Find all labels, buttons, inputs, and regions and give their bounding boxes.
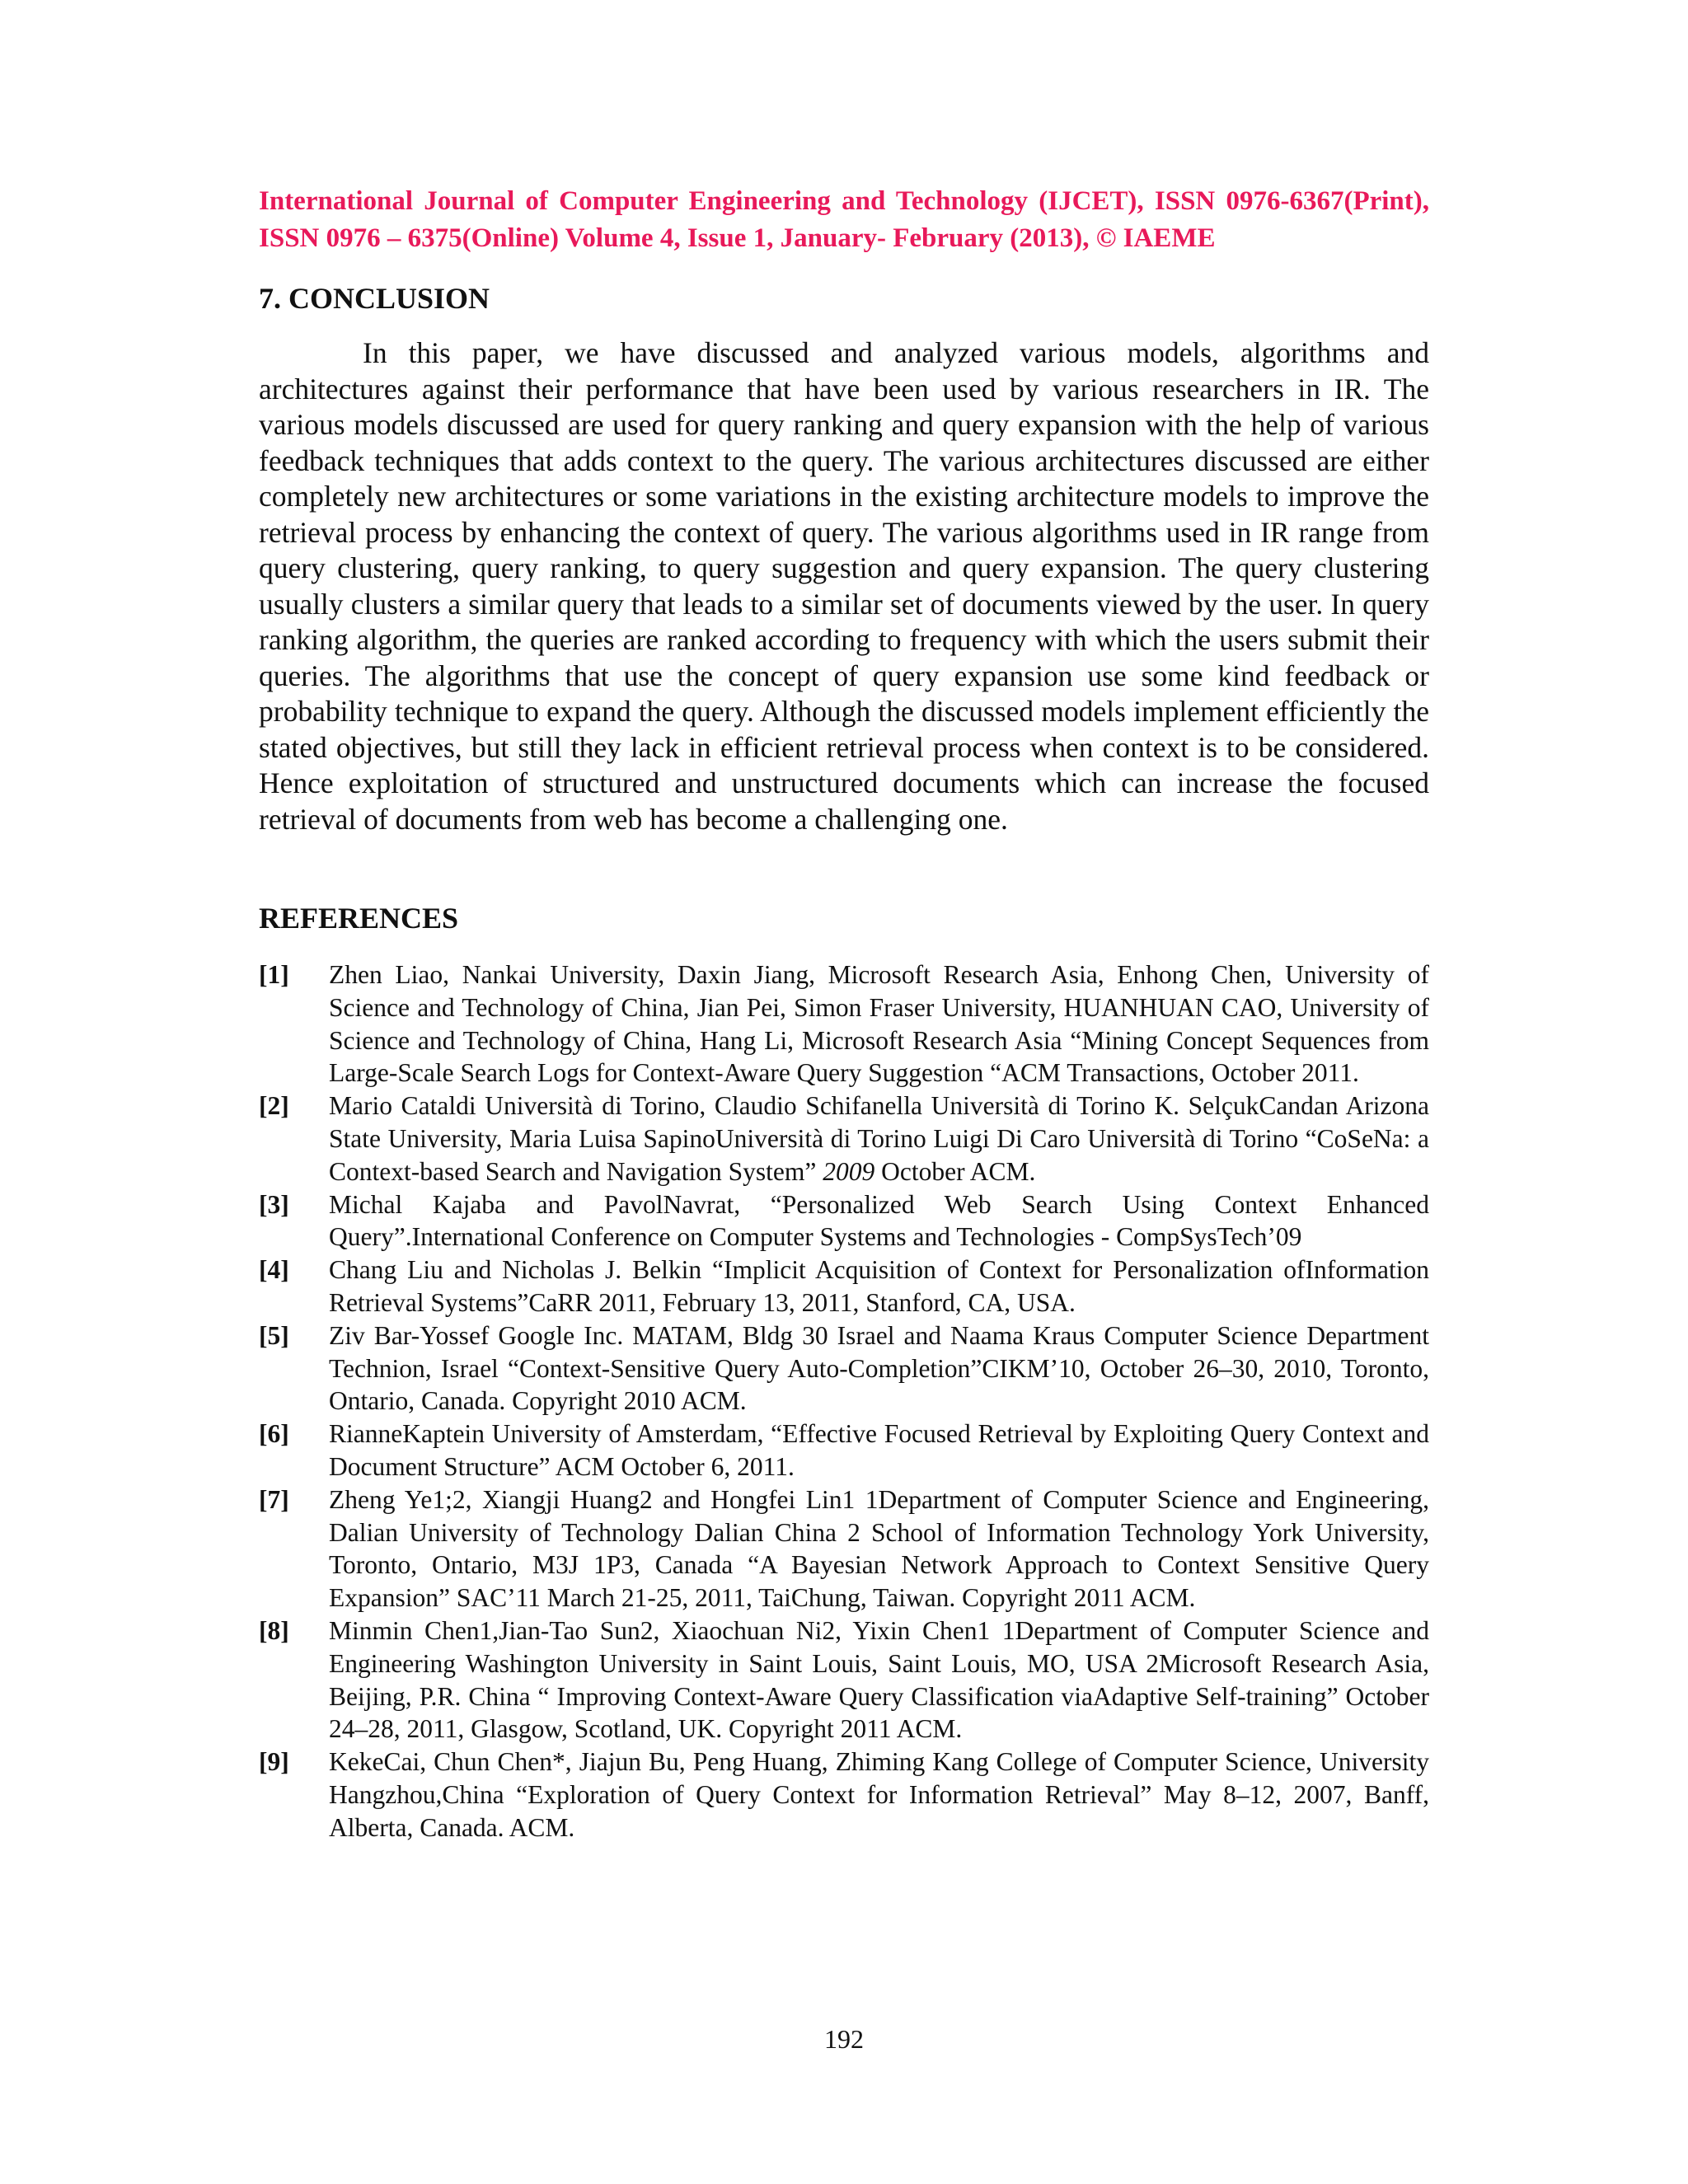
reference-text: Zhen Liao, Nankai University, Daxin Jiang, Microsoft Research Asia, Enhong Chen, University of Science and Technology of China, Jian Pei, Simon Fraser University, HUANHUAN CAO, University of Science and Technology of China, Hang Li, Microsoft Research Asia “Mining Concept Sequences from Large-Scale Search Logs for Context-Aware Query Suggestion “ACM Transactions, October 2011.: [329, 960, 1429, 1088]
conclusion-paragraph: In this paper, we have discussed and analyzed various models, algorithms and architectures against their performance that have been used by various researchers in IR. The various models discussed are used for query ranking and query expansion with the help of various feedback techniques that adds context to the query. The various architectures discussed are either completely new architectures or some variations in the existing architecture models to improve the retrieval process by enhancing the context of query. The various algorithms used in IR range from query clustering, query ranking, to query suggestion and query expansion. The query clustering usually clusters a similar query that leads to a similar set of documents viewed by the user. In query ranking algorithm, the queries are ranked according to frequency with which the users submit their queries. The algorithms that use the concept of query expansion use some kind feedback or probability technique to expand the query. Although the discussed models implement efficiently the stated objectives, but still they lack in efficient retrieval process when context is to be considered. Hence exploitation of structured and unstructured documents which can increase the focused retrieval of documents from web has become a challenging one.: [259, 336, 1429, 836]
page-number: 192: [824, 2024, 864, 2054]
reference-text-tail: October ACM.: [874, 1156, 1036, 1186]
reference-list: [259, 958, 1429, 1844]
reference-item-8: [259, 1615, 1429, 1746]
reference-text: Chang Liu and Nicholas J. Belkin “Implicit Acquisition of Context for Personalization ofInformation Retrieval Systems”CaRR 2011, February 13, 2011, Stanford, CA, USA.: [329, 1255, 1429, 1317]
reference-number: [9]: [259, 1747, 289, 1777]
reference-item-4: [259, 1254, 1429, 1319]
reference-text: Minmin Chen1,Jian-Tao Sun2, Xiaochuan Ni2, Yixin Chen1 1Department of Computer Science and Engineering Washington University in Saint Louis, Saint Louis, MO, USA 2Microsoft Research Asia, Beijing, P.R. China “ Improving Context-Aware Query Classification viaAdaptive Self-training” October 24–28, 2011, Glasgow, Scotland, UK. Copyright 2011 ACM.: [329, 1615, 1429, 1744]
reference-number: [3]: [259, 1189, 289, 1219]
reference-item-3: [259, 1188, 1429, 1254]
journal-header: International Journal of Computer Engineering and Technology (IJCET), ISSN 0976-6367(Print), ISSN 0976 – 6375(Online) Volume 4, Issue 1, January- February (2013), © IAEME: [259, 186, 1429, 253]
conclusion-heading: 7. CONCLUSION: [259, 282, 490, 315]
reference-text: KekeCai, Chun Chen*, Jiajun Bu, Peng Huang, Zhiming Kang College of Computer Science, University Hangzhou,China “Exploration of Query Context for Information Retrieval” May 8–12, 2007, Banff, Alberta, Canada. ACM.: [329, 1747, 1429, 1842]
references-heading: REFERENCES: [259, 902, 459, 935]
reference-year-italic: 2009: [823, 1156, 875, 1186]
reference-text: RianneKaptein University of Amsterdam, “Effective Focused Retrieval by Exploiting Query Context and Document Structure” ACM October 6, 2011.: [329, 1419, 1429, 1481]
reference-number: [6]: [259, 1419, 289, 1449]
reference-number: [8]: [259, 1615, 289, 1645]
reference-item-7: [259, 1483, 1429, 1615]
reference-item-2: [259, 1090, 1429, 1188]
reference-text: Zheng Ye1;2, Xiangji Huang2 and Hongfei Lin1 1Department of Computer Science and Engineering, Dalian University of Technology Dalian China 2 School of Information Technology York University, Toronto, Ontario, M3J 1P3, Canada “A Bayesian Network Approach to Context Sensitive Query Expansion” SAC’11 March 21-25, 2011, TaiChung, Taiwan. Copyright 2011 ACM.: [329, 1484, 1429, 1613]
reference-number: [1]: [259, 960, 289, 989]
reference-item-6: [259, 1418, 1429, 1483]
reference-number: [5]: [259, 1320, 289, 1350]
reference-number: [2]: [259, 1091, 289, 1121]
reference-text: Ziv Bar-Yossef Google Inc. MATAM, Bldg 30 Israel and Naama Kraus Computer Science Department Technion, Israel “Context-Sensitive Query Auto-Completion”CIKM’10, October 26–30, 2010, Toronto, Ontario, Canada. Copyright 2010 ACM.: [329, 1320, 1429, 1416]
reference-text-main: Mario Cataldi Università di Torino, Claudio Schifanella Università di Torino K. SelçukCandan Arizona State University, Maria Luisa SapinoUniversità di Torino Luigi Di Caro Università di Torino “CoSeNa: a Context-based Search and Navigation System”: [329, 1091, 1429, 1186]
reference-number: [7]: [259, 1484, 289, 1514]
reference-item-1: [259, 958, 1429, 1090]
reference-text: [329, 1090, 1429, 1188]
reference-item-5: [259, 1319, 1429, 1418]
reference-item-9: [259, 1746, 1429, 1844]
reference-text: Michal Kajaba and PavolNavrat, “Personalized Web Search Using Context Enhanced Query”.International Conference on Computer Systems and Technologies - CompSysTech’09: [329, 1189, 1429, 1252]
reference-number: [4]: [259, 1255, 289, 1285]
